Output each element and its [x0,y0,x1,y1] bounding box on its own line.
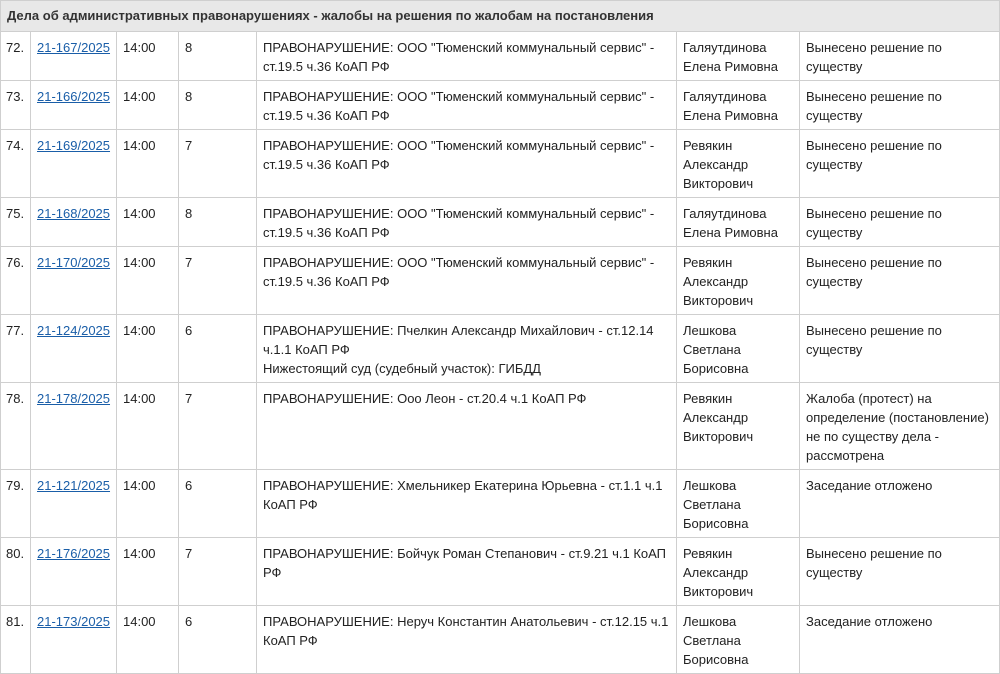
judge-name: Галяутдинова Елена Римовна [683,40,778,74]
time-cell [117,247,179,315]
case-cell [31,32,117,81]
result-cell [800,606,1000,674]
case-number-link[interactable]: 21-173/2025 [37,614,111,629]
case-number-link[interactable]: 21-124/2025 [37,323,111,338]
judge-name: Галяутдинова Елена Римовна [683,89,778,123]
hearing-time: 14:00 [123,614,156,629]
judge-name: Галяутдинова Елена Римовна [683,206,778,240]
table-row [1,470,1000,538]
judge-name: Ревякин Александр Викторович [683,138,754,191]
table-row [1,198,1000,247]
row-number [1,538,31,606]
table-row [1,130,1000,198]
case-result: Вынесено решение по существу [806,89,942,123]
judge-cell [677,315,800,383]
time-cell [117,198,179,247]
courtroom-number: 8 [185,89,193,104]
case-result: Вынесено решение по существу [806,206,942,240]
hearing-time: 14:00 [123,255,156,270]
judge-name: Ревякин Александр Викторович [683,391,754,444]
room-cell [179,130,257,198]
judge-cell [677,383,800,470]
description-cell [257,198,677,247]
description-cell [257,470,677,538]
case-cell [31,538,117,606]
result-cell [800,32,1000,81]
table-row [1,315,1000,383]
case-result: Вынесено решение по существу [806,40,942,74]
case-description: ПРАВОНАРУШЕНИЕ: ООО "Тюменский коммунальный сервис" - ст.19.5 ч.36 КоАП РФ [263,206,655,240]
room-cell [179,383,257,470]
time-cell [117,470,179,538]
case-description: ПРАВОНАРУШЕНИЕ: Пчелкин Александр Михайлович - ст.12.14 ч.1.1 КоАП РФ [263,323,654,357]
result-cell [800,315,1000,383]
room-cell [179,606,257,674]
row-number [1,81,31,130]
case-number-link[interactable]: 21-178/2025 [37,391,111,406]
case-cell [31,81,117,130]
description-cell [257,538,677,606]
time-cell [117,32,179,81]
case-result: Вынесено решение по существу [806,138,942,172]
description-cell [257,32,677,81]
case-cell [31,315,117,383]
row-number-text: 80. [6,546,25,561]
description-cell [257,606,677,674]
case-cell [31,470,117,538]
case-number-link[interactable]: 21-166/2025 [37,89,111,104]
case-number-link[interactable]: 21-176/2025 [37,546,111,561]
case-cell [31,247,117,315]
row-number [1,130,31,198]
courtroom-number: 7 [185,255,193,270]
result-cell [800,130,1000,198]
case-description: ПРАВОНАРУШЕНИЕ: Неруч Константин Анатольевич - ст.12.15 ч.1 КоАП РФ [263,614,669,648]
case-description: ПРАВОНАРУШЕНИЕ: ООО "Тюменский коммунальный сервис" - ст.19.5 ч.36 КоАП РФ [263,40,655,74]
result-cell [800,383,1000,470]
result-cell [800,198,1000,247]
case-result: Вынесено решение по существу [806,255,942,289]
case-result: Вынесено решение по существу [806,323,942,357]
time-cell [117,383,179,470]
hearing-time: 14:00 [123,138,156,153]
row-number [1,606,31,674]
case-cell [31,383,117,470]
case-description: ПРАВОНАРУШЕНИЕ: ООО "Тюменский коммунальный сервис" - ст.19.5 ч.36 КоАП РФ [263,255,655,289]
courtroom-number: 7 [185,391,193,406]
result-cell [800,81,1000,130]
judge-cell [677,606,800,674]
room-cell [179,247,257,315]
hearing-time: 14:00 [123,89,156,104]
row-number [1,383,31,470]
table-row [1,247,1000,315]
row-number-text: 81. [6,614,25,629]
hearing-time: 14:00 [123,391,156,406]
courtroom-number: 8 [185,206,193,221]
room-cell [179,32,257,81]
judge-cell [677,32,800,81]
hearing-time: 14:00 [123,323,156,338]
judge-name: Лешкова Светлана Борисовна [683,323,749,376]
result-cell [800,470,1000,538]
courtroom-number: 8 [185,40,193,55]
result-cell [800,247,1000,315]
section-title: Дела об административных правонарушениях - жалобы на решения по жалобам на постановления [1,1,1000,32]
case-number-link[interactable]: 21-167/2025 [37,40,111,55]
row-number-text: 75. [6,206,25,221]
case-number-link[interactable]: 21-170/2025 [37,255,111,270]
description-cell [257,315,677,383]
row-number [1,247,31,315]
case-cell [31,130,117,198]
judge-cell [677,130,800,198]
table-row [1,32,1000,81]
time-cell [117,81,179,130]
judge-name: Лешкова Светлана Борисовна [683,478,749,531]
judge-cell [677,470,800,538]
table-row [1,81,1000,130]
table-row [1,606,1000,674]
room-cell [179,315,257,383]
case-cell [31,198,117,247]
judge-name: Лешкова Светлана Борисовна [683,614,749,667]
judge-cell [677,81,800,130]
case-description: ПРАВОНАРУШЕНИЕ: ООО "Тюменский коммунальный сервис" - ст.19.5 ч.36 КоАП РФ [263,138,655,172]
row-number-text: 73. [6,89,25,104]
judge-cell [677,247,800,315]
case-number-link[interactable]: 21-169/2025 [37,138,111,153]
courtroom-number: 6 [185,323,193,338]
table-row [1,383,1000,470]
hearing-time: 14:00 [123,40,156,55]
row-number-text: 79. [6,478,25,493]
case-result: Вынесено решение по существу [806,546,942,580]
courtroom-number: 7 [185,138,193,153]
row-number-text: 77. [6,323,25,338]
description-cell [257,130,677,198]
case-result: Жалоба (протест) на определение (постановление) не по существу дела - рассмотрена [806,391,989,463]
lower-court-note: Нижестоящий суд (судебный участок): ГИБДД [263,361,541,376]
courtroom-number: 7 [185,546,193,561]
courtroom-number: 6 [185,478,193,493]
time-cell [117,130,179,198]
description-cell [257,383,677,470]
section-header-row [1,1,1000,32]
courtroom-number: 6 [185,614,193,629]
room-cell [179,81,257,130]
time-cell [117,538,179,606]
row-number-text: 76. [6,255,25,270]
table-row [1,538,1000,606]
case-number-link[interactable]: 21-121/2025 [37,478,111,493]
row-number-text: 78. [6,391,25,406]
case-number-link[interactable]: 21-168/2025 [37,206,111,221]
case-result: Заседание отложено [806,614,933,629]
judge-cell [677,198,800,247]
room-cell [179,470,257,538]
time-cell [117,606,179,674]
case-description: ПРАВОНАРУШЕНИЕ: Ооо Леон - ст.20.4 ч.1 КоАП РФ [263,391,587,406]
row-number [1,198,31,247]
case-description: ПРАВОНАРУШЕНИЕ: Бойчук Роман Степанович - ст.9.21 ч.1 КоАП РФ [263,546,666,580]
time-cell [117,315,179,383]
row-number [1,315,31,383]
row-number [1,32,31,81]
row-number-text: 72. [6,40,25,55]
case-description: ПРАВОНАРУШЕНИЕ: Хмельникер Екатерина Юрьевна - ст.1.1 ч.1 КоАП РФ [263,478,663,512]
judge-cell [677,538,800,606]
judge-name: Ревякин Александр Викторович [683,255,754,308]
hearing-time: 14:00 [123,478,156,493]
row-number [1,470,31,538]
result-cell [800,538,1000,606]
judge-name: Ревякин Александр Викторович [683,546,754,599]
case-result: Заседание отложено [806,478,933,493]
case-cell [31,606,117,674]
hearing-time: 14:00 [123,546,156,561]
row-number-text: 74. [6,138,25,153]
hearing-time: 14:00 [123,206,156,221]
description-cell [257,247,677,315]
description-cell [257,81,677,130]
room-cell [179,198,257,247]
case-description: ПРАВОНАРУШЕНИЕ: ООО "Тюменский коммунальный сервис" - ст.19.5 ч.36 КоАП РФ [263,89,655,123]
room-cell [179,538,257,606]
